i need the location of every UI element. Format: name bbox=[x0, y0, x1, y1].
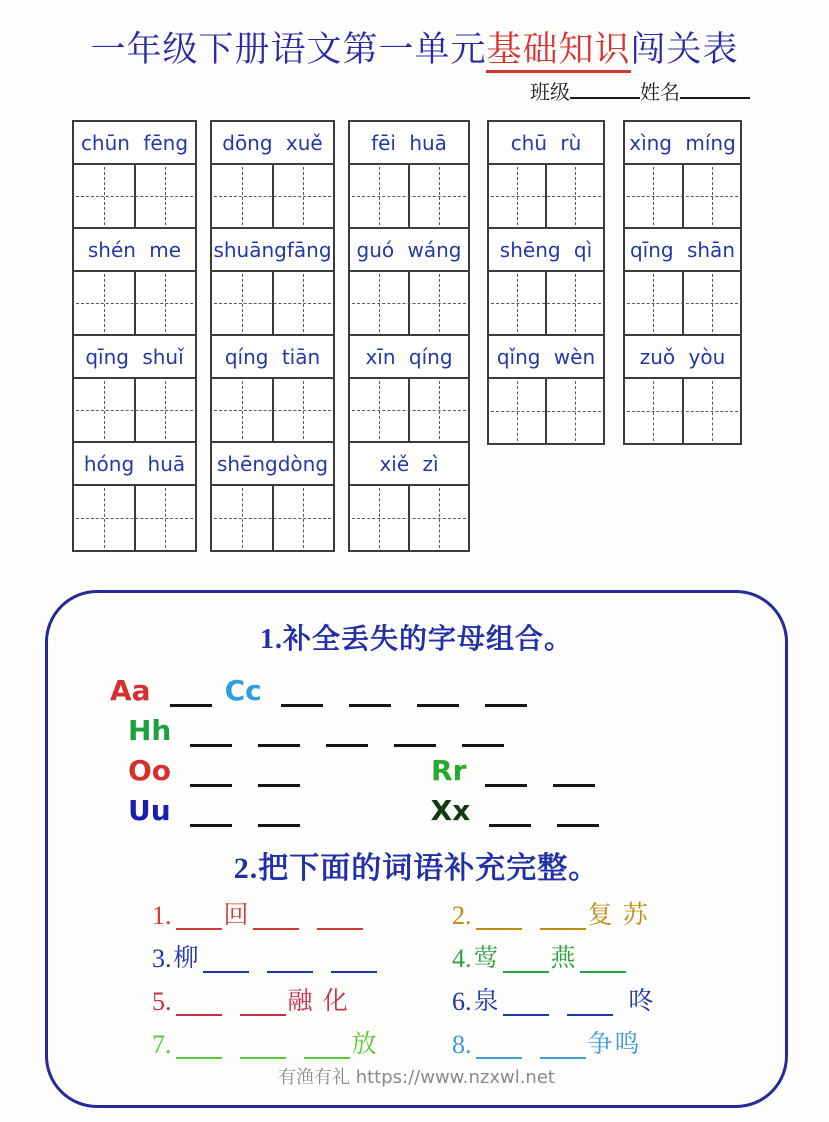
pinyin-word-label: hóng huā bbox=[74, 443, 195, 486]
writing-cell[interactable] bbox=[489, 379, 547, 443]
letter-pair: Rr bbox=[431, 754, 467, 787]
word-item bbox=[452, 983, 785, 1016]
writing-cell[interactable] bbox=[410, 486, 468, 550]
word-blank[interactable] bbox=[203, 967, 249, 973]
letter-blank[interactable] bbox=[190, 739, 232, 747]
word-blank[interactable] bbox=[331, 967, 377, 973]
writing-cell[interactable] bbox=[350, 272, 410, 334]
writing-grid bbox=[625, 379, 740, 443]
letter-blank[interactable] bbox=[394, 739, 436, 747]
pinyin-card bbox=[72, 120, 197, 552]
pinyin-word-pair bbox=[212, 122, 333, 229]
pinyin-card bbox=[487, 120, 605, 445]
name-field-label: 姓名 bbox=[640, 82, 680, 104]
pinyin-word-pair bbox=[489, 229, 603, 336]
word-item bbox=[452, 940, 785, 973]
letter-blank[interactable] bbox=[485, 699, 527, 707]
writing-grid bbox=[212, 165, 333, 229]
writing-cell[interactable] bbox=[625, 379, 684, 443]
pinyin-word-pair bbox=[625, 122, 740, 229]
pinyin-word-label: zuǒ yòu bbox=[625, 336, 740, 379]
writing-cell[interactable] bbox=[684, 379, 741, 443]
title-highlight: 基础知识 bbox=[486, 30, 630, 73]
word-item bbox=[452, 1026, 785, 1059]
writing-grid bbox=[625, 272, 740, 336]
word-blank[interactable] bbox=[253, 924, 299, 930]
item-number: 3. bbox=[152, 944, 172, 973]
letter-blank[interactable] bbox=[557, 819, 599, 827]
letter-pair: Uu bbox=[128, 794, 171, 827]
word-blank[interactable] bbox=[567, 1010, 613, 1016]
name-field-line[interactable] bbox=[680, 79, 750, 99]
writing-cell[interactable] bbox=[547, 379, 603, 443]
writing-cell[interactable] bbox=[547, 165, 603, 227]
word-blank[interactable] bbox=[304, 1053, 350, 1059]
letter-blank[interactable] bbox=[258, 819, 300, 827]
letter-row bbox=[48, 667, 785, 707]
writing-grid bbox=[212, 379, 333, 443]
pinyin-word-label: guó wáng bbox=[350, 229, 468, 272]
writing-cell[interactable] bbox=[684, 165, 741, 227]
letter-pair: Hh bbox=[128, 714, 172, 747]
exercise-box bbox=[45, 590, 788, 1108]
letter-blank[interactable] bbox=[190, 779, 232, 787]
exercise2-heading: 2.把下面的词语补充完整。 bbox=[233, 852, 600, 885]
pinyin-word-pair bbox=[350, 122, 468, 229]
pinyin-word-label: shēngdòng bbox=[212, 443, 333, 486]
word-blank[interactable] bbox=[240, 1010, 286, 1016]
word-blank[interactable] bbox=[476, 924, 522, 930]
worksheet-title bbox=[0, 22, 829, 72]
letter-pair: Xx bbox=[430, 794, 471, 827]
pinyin-word-pair bbox=[350, 336, 468, 443]
title-suffix: 闯关表 bbox=[630, 30, 739, 69]
word-blank[interactable] bbox=[176, 924, 222, 930]
pinyin-word-label: chū rù bbox=[489, 122, 603, 165]
pinyin-word-pair bbox=[625, 229, 740, 336]
class-field-line[interactable] bbox=[570, 79, 640, 99]
item-number: 1. bbox=[152, 901, 172, 930]
pinyin-word-label: xiě zì bbox=[350, 443, 468, 486]
writing-cell[interactable] bbox=[350, 165, 410, 227]
pinyin-word-pair bbox=[489, 122, 603, 229]
writing-cell[interactable] bbox=[350, 486, 410, 550]
writing-cell[interactable] bbox=[410, 272, 468, 334]
writing-cell[interactable] bbox=[547, 272, 603, 334]
word-item bbox=[152, 897, 452, 930]
word-blank[interactable] bbox=[176, 1053, 222, 1059]
writing-cell[interactable] bbox=[74, 272, 136, 334]
word-blank[interactable] bbox=[503, 1010, 549, 1016]
pinyin-word-label: fēi huā bbox=[350, 122, 468, 165]
writing-grid bbox=[350, 272, 468, 336]
pinyin-word-label: qīng shuǐ bbox=[74, 336, 195, 379]
letter-pair: Aa bbox=[110, 674, 151, 707]
word-blank[interactable] bbox=[240, 1053, 286, 1059]
word-text: 柳 bbox=[173, 945, 201, 972]
letter-blank[interactable] bbox=[553, 779, 595, 787]
word-text: 复 苏 bbox=[587, 902, 650, 929]
writing-cell[interactable] bbox=[136, 379, 196, 441]
word-blank[interactable] bbox=[267, 967, 313, 973]
pinyin-card bbox=[623, 120, 742, 445]
writing-cell[interactable] bbox=[274, 165, 334, 227]
word-text: 回 bbox=[223, 902, 251, 929]
pinyin-word-pair bbox=[74, 229, 195, 336]
item-number: 6. bbox=[452, 987, 472, 1016]
id-line bbox=[530, 76, 750, 105]
writing-cell[interactable] bbox=[212, 486, 274, 550]
pinyin-card bbox=[348, 120, 470, 552]
word-text: 融 化 bbox=[287, 988, 350, 1015]
writing-grid bbox=[625, 165, 740, 229]
writing-cell[interactable] bbox=[136, 486, 196, 550]
letter-pair: Cc bbox=[224, 674, 262, 707]
pinyin-word-pair bbox=[212, 336, 333, 443]
letter-blank[interactable] bbox=[258, 779, 300, 787]
writing-cell[interactable] bbox=[274, 272, 334, 334]
writing-cell[interactable] bbox=[74, 165, 136, 227]
pinyin-card bbox=[210, 120, 335, 552]
pinyin-word-label: shuāngfāng bbox=[212, 229, 333, 272]
pinyin-word-pair bbox=[74, 443, 195, 550]
letter-rows bbox=[48, 667, 785, 827]
letter-pair: Oo bbox=[128, 754, 172, 787]
letter-blank[interactable] bbox=[326, 739, 368, 747]
pinyin-word-label: dōng xuě bbox=[212, 122, 333, 165]
pinyin-word-pair bbox=[350, 229, 468, 336]
letter-blank[interactable] bbox=[489, 819, 531, 827]
word-text: 争鸣 bbox=[587, 1031, 642, 1058]
writing-cell[interactable] bbox=[684, 272, 741, 334]
pinyin-word-label: xìng míng bbox=[625, 122, 740, 165]
item-number: 7. bbox=[152, 1030, 172, 1059]
writing-cell[interactable] bbox=[274, 379, 334, 441]
letter-row bbox=[48, 787, 785, 827]
writing-cell[interactable] bbox=[74, 379, 136, 441]
writing-grid bbox=[212, 486, 333, 550]
writing-cell[interactable] bbox=[136, 165, 196, 227]
pinyin-word-label: shén me bbox=[74, 229, 195, 272]
item-number: 4. bbox=[452, 944, 472, 973]
pinyin-word-label: qíng tiān bbox=[212, 336, 333, 379]
letter-blank[interactable] bbox=[190, 819, 232, 827]
word-blank[interactable] bbox=[503, 967, 549, 973]
writing-grid bbox=[74, 272, 195, 336]
writing-cell[interactable] bbox=[489, 165, 547, 227]
word-item bbox=[152, 1026, 452, 1059]
pinyin-word-label: qǐng wèn bbox=[489, 336, 603, 379]
item-number: 2. bbox=[452, 901, 472, 930]
letter-blank[interactable] bbox=[462, 739, 504, 747]
writing-cell[interactable] bbox=[489, 272, 547, 334]
writing-grid bbox=[350, 486, 468, 550]
writing-cell[interactable] bbox=[274, 486, 334, 550]
word-text: 莺 bbox=[473, 945, 501, 972]
word-blank[interactable] bbox=[176, 1010, 222, 1016]
letter-blank[interactable] bbox=[281, 699, 323, 707]
word-text: 放 bbox=[351, 1031, 379, 1058]
word-text: 泉 bbox=[473, 988, 501, 1015]
word-items bbox=[48, 897, 785, 1059]
letter-blank[interactable] bbox=[258, 739, 300, 747]
letter-row bbox=[48, 747, 785, 787]
writing-grid bbox=[212, 272, 333, 336]
writing-cell[interactable] bbox=[410, 165, 468, 227]
writing-cell[interactable] bbox=[625, 272, 684, 334]
writing-cell[interactable] bbox=[74, 486, 136, 550]
letter-blank[interactable] bbox=[417, 699, 459, 707]
word-blank[interactable] bbox=[476, 1053, 522, 1059]
word-blank[interactable] bbox=[580, 967, 626, 973]
word-blank[interactable] bbox=[540, 1053, 586, 1059]
exercise1-heading: 1.补全丢失的字母组合。 bbox=[259, 624, 573, 655]
writing-grid bbox=[489, 272, 603, 336]
letter-row bbox=[48, 707, 785, 747]
pinyin-word-pair bbox=[74, 122, 195, 229]
writing-grid bbox=[350, 379, 468, 443]
pinyin-word-pair bbox=[625, 336, 740, 443]
pinyin-word-label: xīn qíng bbox=[350, 336, 468, 379]
writing-grid bbox=[74, 165, 195, 229]
pinyin-word-pair bbox=[212, 443, 333, 550]
writing-grid bbox=[350, 165, 468, 229]
class-field-label: 班级 bbox=[530, 82, 570, 104]
pinyin-word-label: qīng shān bbox=[625, 229, 740, 272]
writing-grid bbox=[74, 486, 195, 550]
pinyin-word-label: chūn fēng bbox=[74, 122, 195, 165]
title-prefix: 一年级下册语文第一单元 bbox=[90, 30, 487, 69]
word-item bbox=[452, 897, 785, 930]
letter-blank[interactable] bbox=[170, 699, 212, 707]
site-footer: 有渔有礼 https://www.nzxwl.net bbox=[278, 1067, 555, 1088]
word-item bbox=[152, 940, 452, 973]
pinyin-word-pair bbox=[74, 336, 195, 443]
pinyin-word-pair bbox=[350, 443, 468, 550]
writing-cell[interactable] bbox=[136, 272, 196, 334]
writing-cell[interactable] bbox=[625, 165, 684, 227]
letter-blank[interactable] bbox=[485, 779, 527, 787]
item-number: 5. bbox=[152, 987, 172, 1016]
letter-blank[interactable] bbox=[349, 699, 391, 707]
writing-cell[interactable] bbox=[212, 379, 274, 441]
writing-cell[interactable] bbox=[212, 272, 274, 334]
item-number: 8. bbox=[452, 1030, 472, 1059]
word-text: 燕 bbox=[550, 945, 578, 972]
writing-grid bbox=[489, 379, 603, 443]
word-blank[interactable] bbox=[317, 924, 363, 930]
pinyin-word-pair bbox=[489, 336, 603, 443]
writing-cell[interactable] bbox=[350, 379, 410, 441]
pinyin-word-pair bbox=[212, 229, 333, 336]
pinyin-word-label: shēng qì bbox=[489, 229, 603, 272]
word-item bbox=[152, 983, 452, 1016]
word-text: 咚 bbox=[628, 988, 656, 1015]
word-blank[interactable] bbox=[540, 924, 586, 930]
writing-grid bbox=[74, 379, 195, 443]
writing-grid bbox=[489, 165, 603, 229]
writing-cell[interactable] bbox=[212, 165, 274, 227]
writing-cell[interactable] bbox=[410, 379, 468, 441]
